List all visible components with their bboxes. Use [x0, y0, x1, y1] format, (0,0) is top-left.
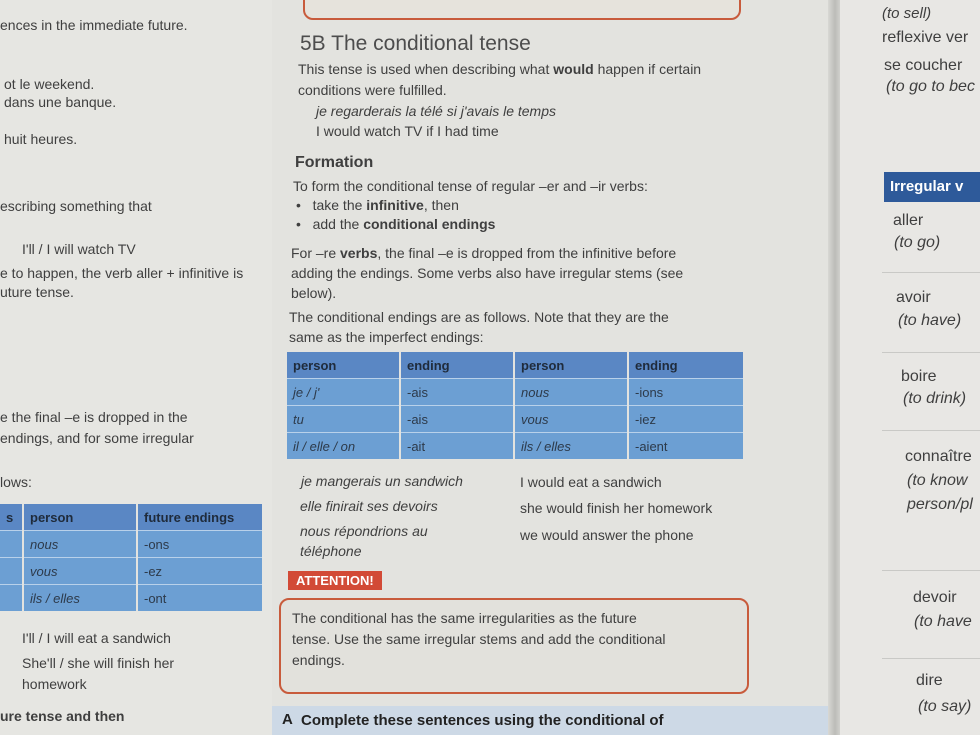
endings-intro-line: same as the imperfect endings:	[289, 329, 484, 345]
example-french: elle finirait ses devoirs	[300, 498, 438, 514]
attention-line: endings.	[292, 652, 345, 668]
intro-line: This tense is used when describing what would happen if certain	[298, 61, 702, 77]
table-cell: -ait	[400, 433, 514, 460]
re-verbs-line: For –re verbs, the final –e is dropped from the infinitive before	[291, 245, 677, 261]
table-header-row	[0, 504, 262, 531]
example-english: I would watch TV if I had time	[316, 123, 499, 139]
table-cell: -ais	[400, 379, 514, 406]
table-row	[287, 379, 743, 406]
example-english: I would eat a sandwich	[520, 474, 662, 490]
endings-intro-line: The conditional endings are as follows. Note that they are the	[289, 309, 669, 325]
verb-meaning: person/pl	[907, 496, 973, 513]
table-cell: -ions	[628, 379, 743, 406]
verb-meaning: (to go)	[894, 234, 941, 251]
table-header-cell: ending	[400, 352, 514, 379]
divider	[882, 352, 980, 353]
left-line: escribing something that	[0, 198, 152, 214]
divider	[882, 272, 980, 273]
example-french: téléphone	[300, 543, 362, 559]
bullet-item: • add the conditional endings	[296, 216, 496, 232]
re-verbs-line: adding the endings. Some verbs also have irregular stems (see	[291, 265, 684, 281]
table-cell: -ons	[137, 531, 262, 558]
table-header-cell: person	[23, 504, 137, 531]
table-cell: -aient	[628, 433, 743, 460]
table-header-cell: s	[0, 504, 23, 531]
section-heading: 5B The conditional tense	[300, 32, 531, 55]
table-cell: -ont	[137, 585, 262, 612]
verb-infinitive: devoir	[913, 589, 957, 606]
divider	[882, 430, 980, 431]
table-cell: vous	[23, 558, 137, 585]
verb-infinitive: dire	[916, 672, 943, 689]
table-row	[287, 433, 743, 460]
table-header-cell: future endings	[137, 504, 262, 531]
intro-line: conditions were fulfilled.	[298, 82, 447, 98]
left-line: I'll / I will watch TV	[22, 241, 136, 257]
verb-meaning: (to have	[914, 613, 972, 630]
bullet-item: • take the infinitive, then	[296, 197, 459, 213]
attention-label: ATTENTION!	[288, 571, 382, 590]
table-cell: vous	[514, 406, 628, 433]
example-french: je regarderais la télé si j'avais le temps	[316, 103, 557, 119]
attention-line: The conditional has the same irregularities as the future	[292, 610, 637, 626]
left-line: ure tense and then	[0, 708, 125, 724]
formation-title: Formation	[295, 154, 374, 171]
table-header-row	[287, 352, 743, 379]
table-cell: -ez	[137, 558, 262, 585]
example-french: nous répondrions au	[300, 523, 428, 539]
verb-meaning: (to drink)	[903, 390, 967, 407]
formation-line: To form the conditional tense of regular –er and –ir verbs:	[293, 178, 648, 194]
left-line: She'll / she will finish her	[22, 655, 175, 671]
future-endings-table	[0, 504, 262, 611]
example-french: je mangerais un sandwich	[301, 473, 463, 489]
left-line: dans une banque.	[4, 94, 117, 110]
table-header-cell: ending	[628, 352, 743, 379]
left-line: lows:	[0, 474, 32, 490]
left-line: endings, and for some irregular	[0, 430, 194, 446]
verb-meaning: (to have)	[898, 312, 962, 329]
left-line: ences in the immediate future.	[0, 17, 188, 33]
table-cell: ils / elles	[23, 585, 137, 612]
conditional-endings-table	[287, 352, 743, 459]
table-cell: -iez	[628, 406, 743, 433]
left-line: e the final –e is dropped in the	[0, 409, 188, 425]
verb-infinitive: connaître	[905, 448, 972, 465]
table-cell: tu	[287, 406, 400, 433]
verb-meaning: (to know	[907, 472, 968, 489]
irregular-verbs-title: Irregular v	[890, 178, 964, 195]
table-row	[0, 531, 262, 558]
table-header-cell: person	[287, 352, 400, 379]
attention-line: tense. Use the same irregular stems and add the conditional	[292, 631, 666, 647]
table-cell: nous	[23, 531, 137, 558]
table-cell: il / elle / on	[287, 433, 400, 460]
divider	[882, 658, 980, 659]
table-cell	[0, 558, 23, 585]
vocab-line: se coucher	[884, 57, 963, 74]
left-line: uture tense.	[0, 284, 74, 300]
vocab-line: reflexive ver	[882, 29, 969, 46]
verb-meaning: (to say)	[918, 698, 972, 715]
vocab-line: (to sell)	[882, 5, 932, 22]
exercise-text: Complete these sentences using the conditional of	[301, 712, 664, 729]
left-line: homework	[22, 676, 87, 692]
example-english: we would answer the phone	[520, 527, 694, 543]
verb-infinitive: avoir	[896, 289, 931, 306]
table-row	[0, 585, 262, 612]
verb-infinitive: boire	[901, 368, 937, 385]
table-cell: -ais	[400, 406, 514, 433]
left-line: e to happen, the verb aller + infinitive is	[0, 265, 244, 281]
divider	[882, 570, 980, 571]
verb-infinitive: aller	[893, 212, 924, 229]
table-row	[0, 558, 262, 585]
left-line: huit heures.	[4, 131, 78, 147]
table-cell	[0, 585, 23, 612]
left-line: ot le weekend.	[4, 76, 95, 92]
left-line: I'll / I will eat a sandwich	[22, 630, 171, 646]
table-cell: nous	[514, 379, 628, 406]
exercise-letter: A	[282, 711, 293, 728]
table-row	[287, 406, 743, 433]
table-cell: ils / elles	[514, 433, 628, 460]
vocab-line: (to go to bec	[886, 78, 975, 95]
table-cell	[0, 531, 23, 558]
top-callout-box	[303, 0, 741, 20]
left-page	[0, 0, 272, 735]
re-verbs-line: below).	[291, 285, 337, 301]
example-english: she would finish her homework	[520, 500, 713, 516]
table-header-cell: person	[514, 352, 628, 379]
table-cell: je / j'	[287, 379, 400, 406]
